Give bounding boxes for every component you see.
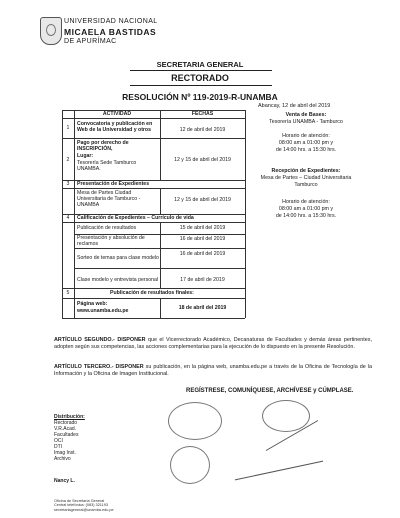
row-activity-sub: Tesorería Sede Tamburco UNAMBA. [77,160,137,173]
row-activity: Publicación de resultados finales: [110,290,194,296]
sub-row-activity: Sorteo de temas para clase modelo [77,255,159,261]
article-second-head: ARTÍCULO SEGUNDO.- DISPONER [54,337,146,343]
row-date: 12 y 15 de abril del 2019 [174,157,231,163]
sub-row-date: 16 de abril del 2019 [179,236,226,242]
closing-formula: REGÍSTRESE, COMUNÍQUESE, ARCHÍVESE y CÚMPLASE. [186,388,354,394]
recepcion-place: Tamburco [294,182,318,188]
distribution-item: Imag Inst. [54,450,76,456]
distribution-item: V.R.Acad. [54,426,77,432]
heading-rule-top [130,70,272,71]
rectorado-heading: RECTORADO [171,73,229,83]
sub-row-date: 16 de abril del 2019 [179,251,226,257]
row-date: 12 y 15 de abril del 2019 [174,197,231,203]
footer-email-link[interactable]: secretariageneral@unamba.edu.pe [54,507,114,512]
university-name-line2: MICAELA BASTIDAS [64,27,157,37]
distribution-item: OCI [54,438,63,444]
heading-rule-bottom [130,85,272,86]
article-second [54,337,372,351]
horario-line: 08:00 am a 01:00 pm y [278,140,334,146]
row-activity: Convocatoria y publicación en Web de la Universidad y otros [77,121,153,134]
horario-line: de 14:00 hrs. a 15:30 hrs. [275,147,337,153]
article-third [54,364,372,378]
footer-line: Central telefónica: (083) 321193 [54,503,108,508]
venta-place: Tesorería UNAMBA - Tamburco [269,119,343,125]
distribution-item: Archivo [54,456,71,462]
web-label: Página web: [77,301,108,307]
horario-line: de 14:00 hrs. a 15:30 hrs. [275,213,337,219]
secretaria-heading: SECRETARIA GENERAL [156,60,244,69]
recepcion-place: Mesa de Partes – Ciudad Universitaria [260,175,352,181]
distribution-item: Rectorado [54,420,78,426]
article-third-body: su publicación, en la página web, unamba.edu.pe a través de la Oficina de Tecnología de la Información y la Oficina de Imagen Institucional. [54,364,372,377]
sub-row-activity: Presentación y absolución de reclamos [77,235,145,248]
row-number: 2 [66,157,70,163]
footer-line: Oficina de Secretaría General [54,499,105,503]
col-header-actividad: ACTIVIDAD [102,111,132,117]
article-second-body: que el Vicerrectorado Académico, Decanaturas de Facultades y demás áreas pertinentes, adopten según sus competencias, las acciones complementarias para la ejecución de lo dispuesto en la presente Resolución. [54,337,372,350]
sub-row-activity: Publicación de resultados [77,225,137,231]
horario-label: Horario de atención: [282,133,330,139]
row-number: 3 [66,181,70,187]
row-activity-sub: Lugar: [77,153,94,159]
sub-row-date: 15 de abril del 2019 [179,225,226,231]
official-seal-left [168,402,222,440]
university-logo [40,17,62,45]
resolution-date: Abancay, 12 de abril del 2019 [258,103,331,109]
web-url-link[interactable]: www.unamba.edu.pe [77,308,129,314]
resolution-number: RESOLUCIÓN Nº 119-2019-R-UNAMBA [122,92,278,102]
article-third-head: ARTÍCULO TERCERO.- DISPONER [54,364,144,370]
horario-line: 08:00 am a 01:00 pm y [278,206,334,212]
typist-initials: Nancy L. [54,478,75,484]
university-name-line1: UNIVERSIDAD NACIONAL [64,18,158,25]
col-header-fechas: FECHAS [191,111,214,117]
official-seal-bottom [170,446,210,484]
sub-row-date: 17 de abril de 2019 [180,277,225,283]
distribution-item: Facultades [54,432,79,438]
venta-title: Venta de Bases: [285,112,327,118]
sub-row-activity: Clase modelo y entrevista personal [77,277,159,283]
distribution-list [54,414,85,462]
row-number: 1 [66,125,70,131]
row-number: 4 [66,215,70,221]
row-activity: Presentación de Expedientes [77,181,150,187]
row-activity-sub: Mesa de Partes Ciudad Universitaria de Tamburco - UNAMBA [77,190,141,209]
row-activity: Pago por derecho de INSCRIPCIÓN, [77,140,129,153]
handwritten-signature-bottom [235,461,323,481]
row-activity: Calificación de Expedientes – Currículo de vida [77,215,194,221]
row-date: 12 de abril del 2019 [179,127,226,133]
recepcion-title: Recepción de Expedientes: [271,168,341,174]
footer-contact [54,499,114,512]
horario-label: Horario de atención: [282,199,330,205]
row-date: 18 de abril del 2019 [178,305,227,311]
distribution-title: Distribución: [54,414,85,420]
university-name-line3: DE APURÍMAC [64,38,117,45]
row-number: 5 [66,290,70,296]
distribution-item: DTI [54,444,63,450]
